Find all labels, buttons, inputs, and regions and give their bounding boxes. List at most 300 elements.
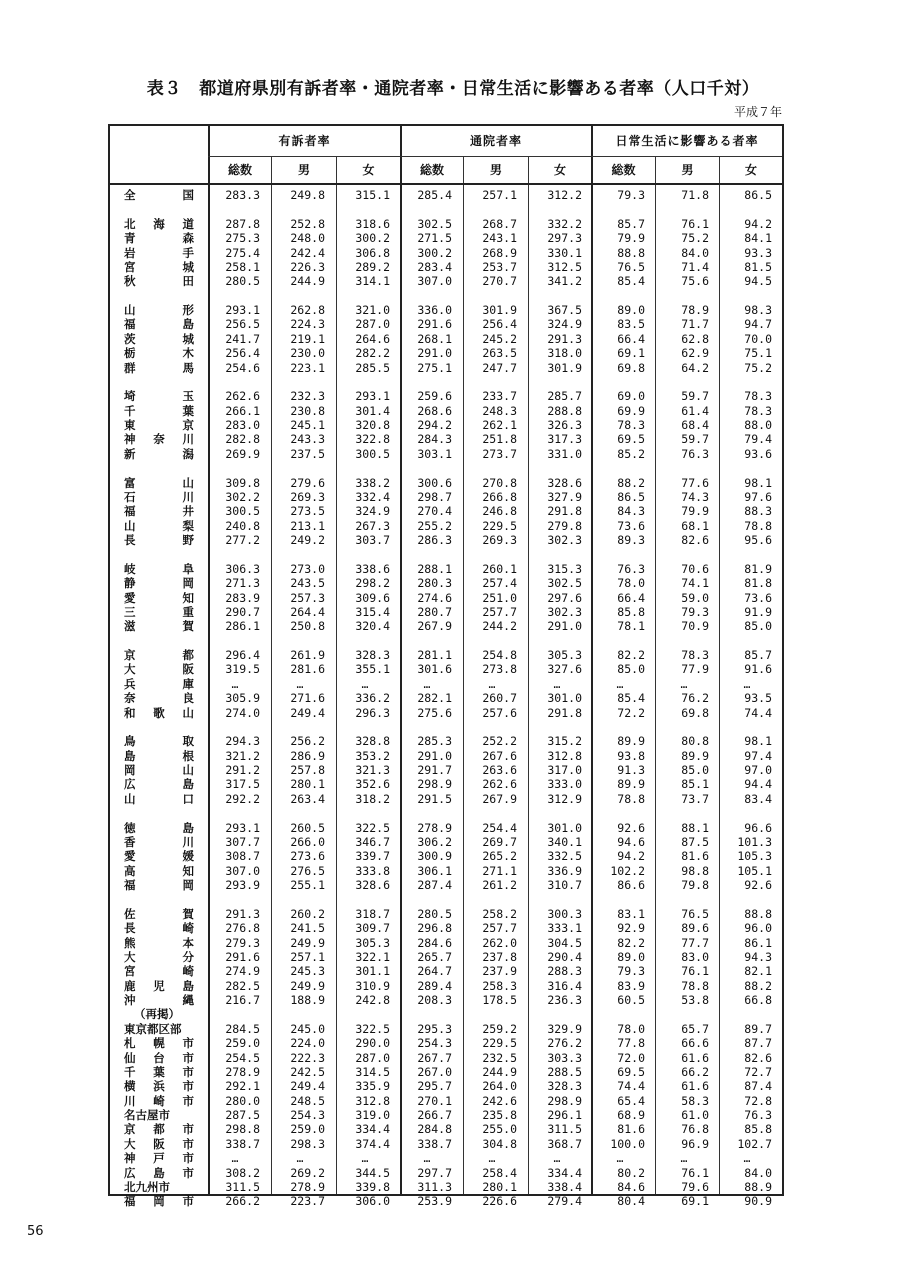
table-row: [110, 691, 782, 705]
table-cell: 287.0: [355, 1050, 390, 1065]
subheader-total: 総数: [227, 163, 252, 177]
table-cell: 257.6: [482, 705, 517, 720]
table-row: [110, 389, 782, 403]
table-cell: 326.3: [547, 418, 582, 432]
table-cell: 298.9: [417, 777, 452, 792]
table-cell: 256.4: [482, 317, 517, 332]
table-cell: 318.0: [547, 346, 582, 361]
row-label: 滋賀: [124, 619, 194, 634]
table-cell: 334.4: [355, 1122, 390, 1137]
table-cell: 328.8: [355, 734, 390, 749]
table-cell: 288.5: [547, 1064, 582, 1079]
table-cell: 314.5: [355, 1064, 390, 1079]
table-cell: 85.7: [617, 216, 645, 231]
table-cell: 317.5: [225, 777, 260, 792]
table-cell: 81.9: [744, 561, 772, 576]
table-row: [110, 361, 782, 375]
table-cell: 330.1: [547, 245, 582, 260]
table-cell: 310.9: [355, 978, 390, 993]
row-spacer: [110, 634, 782, 648]
table-cell: 76.2: [681, 691, 709, 706]
table-cell: 336.9: [547, 863, 582, 878]
table-cell: 230.8: [290, 403, 325, 418]
row-spacer: [110, 547, 782, 561]
table-cell: 273.0: [290, 561, 325, 576]
table-cell: 79.3: [617, 964, 645, 979]
table-cell: 322.1: [355, 949, 390, 964]
row-label: 北海道: [124, 216, 194, 231]
table-row: [110, 979, 782, 993]
row-label: 北九州市: [124, 1179, 170, 1194]
table-cell: 254.5: [225, 1050, 260, 1065]
table-cell: 79.4: [744, 432, 772, 447]
table-cell: 89.0: [617, 949, 645, 964]
table-cell: 84.0: [744, 1165, 772, 1180]
table-cell: 70.6: [681, 561, 709, 576]
table-cell: 78.0: [617, 1021, 645, 1036]
table-cell: 298.8: [225, 1122, 260, 1137]
table-cell: 219.1: [290, 331, 325, 346]
table-cell: 249.9: [290, 935, 325, 950]
table-cell: 286.9: [290, 748, 325, 763]
row-label: 新潟: [124, 446, 194, 461]
table-cell: 69.1: [617, 346, 645, 361]
table-cell: 100.0: [610, 1136, 645, 1151]
table-cell: 300.9: [417, 849, 452, 864]
table-cell: 283.0: [225, 418, 260, 432]
table-row: [110, 1007, 782, 1021]
table-cell: 79.8: [681, 878, 709, 892]
row-label: 長崎: [124, 921, 194, 936]
table-cell: 255.2: [417, 518, 452, 533]
table-cell: 301.6: [417, 662, 452, 677]
table-cell: 277.2: [225, 533, 260, 547]
table-cell: 93.3: [744, 245, 772, 260]
table-row: [110, 317, 782, 331]
table-cell: 256.4: [225, 346, 260, 361]
table-cell: 78.3: [744, 403, 772, 418]
table-cell: 291.5: [417, 791, 452, 806]
table-cell: 300.5: [355, 446, 390, 461]
table-cell: 79.9: [681, 504, 709, 519]
row-label: 岩手: [124, 245, 194, 260]
table-cell: 89.0: [617, 303, 645, 317]
table-cell: 69.0: [617, 389, 645, 404]
table-cell: 74.4: [617, 1079, 645, 1094]
table-cell: 300.2: [355, 231, 390, 246]
row-spacer: [110, 461, 782, 475]
table-cell: 324.9: [355, 504, 390, 519]
table-cell: 85.1: [681, 777, 709, 792]
table-cell: 374.4: [355, 1136, 390, 1151]
table-cell: 334.4: [547, 1165, 582, 1180]
table-row: [110, 274, 782, 288]
table-cell: 82.1: [744, 964, 772, 979]
table-cell: 278.9: [290, 1179, 325, 1194]
table-cell: 230.0: [290, 346, 325, 361]
table-cell: 291.8: [547, 705, 582, 720]
table-cell: 87.7: [744, 1036, 772, 1051]
table-cell: 88.9: [744, 1179, 772, 1194]
table-cell: 286.1: [225, 619, 260, 634]
table-cell: 283.4: [417, 259, 452, 274]
table-cell: 254.6: [225, 360, 260, 375]
table-row: [110, 662, 782, 676]
table-cell: 307.7: [225, 834, 260, 849]
row-label: 京都: [124, 648, 194, 662]
table-cell: 262.6: [482, 777, 517, 792]
row-label: 宮城: [124, 259, 194, 274]
table-cell: 85.7: [744, 648, 772, 662]
table-cell: 264.7: [417, 964, 452, 979]
table-cell: 311.5: [225, 1179, 260, 1194]
table-cell: 260.1: [482, 561, 517, 576]
table-cell: 298.2: [355, 576, 390, 591]
row-label: 栃木: [124, 346, 194, 361]
table-cell: 263.5: [482, 346, 517, 361]
table-cell: 283.3: [225, 188, 260, 202]
table-cell: 86.6: [617, 878, 645, 892]
table-cell: 65.7: [681, 1021, 709, 1036]
table-cell: 91.6: [744, 662, 772, 677]
row-label: 山口: [124, 791, 194, 806]
table-cell: 94.5: [744, 274, 772, 289]
table-cell: 320.4: [355, 619, 390, 634]
table-cell: 102.2: [610, 863, 645, 878]
table-row: [110, 1151, 782, 1165]
table-cell: 268.6: [417, 403, 452, 418]
table-cell: 85.4: [617, 274, 645, 289]
table-cell: 268.7: [482, 216, 517, 231]
table-cell: 287.5: [225, 1108, 260, 1122]
table-cell: 81.6: [617, 1122, 645, 1137]
table-cell: 300.3: [547, 906, 582, 921]
table-cell: 79.9: [617, 231, 645, 246]
table-cell: 98.3: [744, 303, 772, 317]
table-row: [110, 648, 782, 662]
row-label: 沖縄: [124, 993, 194, 1007]
table-cell: 294.2: [417, 418, 452, 432]
row-label: 鳥取: [124, 734, 194, 749]
table-cell: 275.6: [417, 705, 452, 720]
table-cell: 291.3: [225, 906, 260, 921]
table-cell: 293.1: [225, 820, 260, 835]
table-cell: 75.6: [681, 274, 709, 289]
table-cell: 249.4: [290, 705, 325, 720]
table-cell: 338.2: [355, 475, 390, 490]
table-cell: 79.3: [681, 604, 709, 619]
table-cell: 75.1: [744, 346, 772, 361]
table-cell: 243.3: [290, 432, 325, 447]
table-cell: 249.8: [290, 188, 325, 202]
table-cell: 303.1: [417, 446, 452, 461]
table-cell: …: [553, 1151, 561, 1166]
table-cell: 317.0: [547, 763, 582, 777]
table-cell: 302.5: [547, 576, 582, 591]
table-cell: 270.1: [417, 1093, 452, 1108]
table-cell: 290.0: [355, 1036, 390, 1051]
table-row: [110, 1051, 782, 1065]
row-label: 奈良: [124, 691, 194, 706]
table-cell: 314.1: [355, 274, 390, 289]
table-row: [110, 964, 782, 978]
table-cell: 75.2: [681, 231, 709, 246]
table-cell: 318.2: [355, 791, 390, 806]
table-cell: 79.6: [681, 1179, 709, 1194]
table-cell: 83.5: [617, 317, 645, 332]
table-cell: 271.1: [482, 863, 517, 878]
table-cell: 302.2: [225, 489, 260, 504]
table-cell: 89.3: [617, 533, 645, 547]
table-cell: 335.9: [355, 1079, 390, 1094]
table-cell: 259.0: [290, 1122, 325, 1137]
row-label: 愛知: [124, 590, 194, 605]
table-cell: 273.5: [290, 504, 325, 519]
table-cell: 97.6: [744, 489, 772, 504]
table-cell: 267.3: [355, 518, 390, 533]
table-cell: …: [743, 1151, 751, 1166]
table-cell: 85.8: [617, 604, 645, 619]
table-row: [110, 404, 782, 418]
table-cell: 252.8: [290, 216, 325, 231]
table-cell: 92.6: [744, 878, 772, 892]
table-cell: 318.6: [355, 216, 390, 231]
table-cell: 71.8: [681, 188, 709, 202]
table-cell: 270.7: [482, 274, 517, 289]
table-cell: 89.6: [681, 921, 709, 936]
table-cell: 245.3: [290, 964, 325, 979]
table-cell: 97.4: [744, 748, 772, 763]
table-cell: 290.4: [547, 949, 582, 964]
table-cell: 296.4: [225, 648, 260, 662]
table-cell: 312.8: [355, 1093, 390, 1108]
table-cell: 83.9: [617, 978, 645, 993]
table-cell: 248.5: [290, 1093, 325, 1108]
table-cell: 244.2: [482, 619, 517, 634]
subheader-female: 女: [362, 163, 375, 177]
table-row: [110, 706, 782, 720]
table-cell: 304.5: [547, 935, 582, 950]
table-cell: 88.8: [617, 245, 645, 260]
table-cell: 76.1: [681, 964, 709, 979]
table-cell: 267.0: [417, 1064, 452, 1079]
table-cell: 78.0: [617, 576, 645, 591]
table-cell: 94.2: [744, 216, 772, 231]
table-cell: 254.8: [482, 648, 517, 662]
row-label: 青森: [124, 231, 194, 246]
table-cell: 282.1: [417, 691, 452, 706]
table-cell: 178.5: [482, 993, 517, 1007]
row-label: 鹿児島: [124, 978, 194, 993]
table-cell: 70.0: [744, 331, 772, 346]
table-cell: 256.5: [225, 317, 260, 332]
row-spacer: [110, 289, 782, 303]
table-cell: 78.3: [617, 418, 645, 432]
table-cell: 257.7: [482, 604, 517, 619]
row-label: 名古屋市: [124, 1108, 170, 1122]
table-cell: 98.8: [681, 863, 709, 878]
table-cell: 71.7: [681, 317, 709, 332]
table-cell: …: [743, 676, 751, 691]
table-cell: 244.9: [290, 274, 325, 289]
table-cell: …: [361, 676, 369, 691]
table-cell: 291.2: [225, 763, 260, 777]
table-row: [110, 749, 782, 763]
table-cell: 61.6: [681, 1050, 709, 1065]
table-cell: 265.7: [417, 949, 452, 964]
table-cell: 96.6: [744, 820, 772, 835]
table-cell: 84.3: [617, 504, 645, 519]
table-cell: 87.4: [744, 1079, 772, 1094]
row-label: 川崎市: [124, 1093, 194, 1108]
table-cell: 310.7: [547, 878, 582, 892]
table-cell: 287.0: [355, 317, 390, 332]
table-row: [110, 1065, 782, 1079]
page-number: 56: [27, 1224, 44, 1239]
table-cell: 68.1: [681, 518, 709, 533]
table-cell: 266.0: [290, 834, 325, 849]
table-cell: 279.3: [225, 935, 260, 950]
table-cell: 332.2: [547, 216, 582, 231]
table-cell: 301.1: [355, 964, 390, 979]
table-cell: 89.9: [617, 777, 645, 792]
table-cell: 287.4: [417, 878, 452, 892]
table-cell: 85.0: [744, 619, 772, 634]
table-cell: 96.9: [681, 1136, 709, 1151]
table-row: [110, 950, 782, 964]
table-cell: 89.9: [681, 748, 709, 763]
table-cell: 327.9: [547, 489, 582, 504]
statistics-table: [108, 124, 784, 1209]
table-cell: 86.5: [617, 489, 645, 504]
table-cell: 352.6: [355, 777, 390, 792]
table-cell: 256.2: [290, 734, 325, 749]
table-cell: 266.7: [417, 1108, 452, 1122]
table-row: [110, 921, 782, 935]
table-cell: 271.5: [417, 231, 452, 246]
table-cell: 80.8: [681, 734, 709, 749]
table-cell: 275.1: [417, 360, 452, 375]
table-cell: 280.5: [417, 906, 452, 921]
table-cell: 288.8: [547, 403, 582, 418]
table-cell: 88.0: [744, 418, 772, 432]
table-cell: 226.3: [290, 259, 325, 274]
table-row: [110, 864, 782, 878]
table-cell: 264.0: [482, 1079, 517, 1094]
table-cell: 83.1: [617, 906, 645, 921]
table-row: [110, 1079, 782, 1093]
table-cell: 318.7: [355, 906, 390, 921]
table-cell: 293.9: [225, 878, 260, 892]
table-cell: 253.9: [417, 1194, 452, 1209]
table-cell: 105.3: [737, 849, 772, 864]
table-cell: 66.8: [744, 993, 772, 1007]
table-cell: 262.6: [225, 389, 260, 404]
table-cell: 59.7: [681, 389, 709, 404]
table-cell: 64.2: [681, 360, 709, 375]
table-cell: …: [680, 1151, 688, 1166]
row-label: 東京: [124, 418, 194, 432]
row-label: （再掲）: [134, 1007, 180, 1022]
table-cell: 73.7: [681, 791, 709, 806]
table-cell: 312.2: [547, 188, 582, 202]
table-cell: …: [296, 676, 304, 691]
table-cell: 94.3: [744, 949, 772, 964]
row-label: 佐賀: [124, 906, 194, 921]
table-cell: …: [361, 1151, 369, 1166]
table-cell: 262.0: [482, 935, 517, 950]
table-cell: 291.0: [547, 619, 582, 634]
table-cell: 82.2: [617, 935, 645, 950]
table-cell: 98.1: [744, 734, 772, 749]
table-cell: 258.3: [482, 978, 517, 993]
table-cell: …: [680, 676, 688, 691]
table-cell: …: [296, 1151, 304, 1166]
table-cell: 332.5: [547, 849, 582, 864]
table-cell: 72.0: [617, 1050, 645, 1065]
table-cell: 92.9: [617, 921, 645, 936]
table-cell: 76.3: [744, 1108, 772, 1122]
table-cell: 76.3: [617, 561, 645, 576]
table-cell: 261.2: [482, 878, 517, 892]
table-cell: 268.1: [417, 331, 452, 346]
table-cell: 266.1: [225, 403, 260, 418]
table-cell: 257.4: [482, 576, 517, 591]
row-label: 札幌市: [124, 1036, 194, 1051]
table-cell: 248.0: [290, 231, 325, 246]
table-cell: 368.7: [547, 1136, 582, 1151]
table-cell: 280.3: [417, 576, 452, 591]
subheader-female: 女: [744, 163, 757, 177]
table-cell: 281.6: [290, 662, 325, 677]
table-cell: 101.3: [737, 834, 772, 849]
table-cell: 242.4: [290, 245, 325, 260]
table-cell: 339.7: [355, 849, 390, 864]
row-label: 仙台市: [124, 1050, 194, 1065]
table-cell: 77.9: [681, 662, 709, 677]
table-cell: 61.6: [681, 1079, 709, 1094]
table-cell: 301.9: [482, 303, 517, 317]
table-row: [110, 821, 782, 835]
table-row: [110, 562, 782, 576]
row-spacer: [110, 892, 782, 906]
table-row: [110, 792, 782, 806]
table-cell: 257.1: [290, 949, 325, 964]
table-cell: 83.4: [744, 791, 772, 806]
table-cell: 279.6: [290, 475, 325, 490]
table-cell: 287.8: [225, 216, 260, 231]
table-cell: 96.0: [744, 921, 772, 936]
table-cell: 93.5: [744, 691, 772, 706]
table-cell: 288.1: [417, 561, 452, 576]
table-cell: 289.2: [355, 259, 390, 274]
table-year: 平成７年: [733, 105, 782, 119]
table-cell: 76.1: [681, 1165, 709, 1180]
table-cell: 269.9: [225, 446, 260, 461]
table-cell: 303.7: [355, 533, 390, 547]
table-cell: 295.7: [417, 1079, 452, 1094]
row-label: 大分: [124, 949, 194, 964]
table-cell: 74.3: [681, 489, 709, 504]
table-cell: 273.8: [482, 662, 517, 677]
table-cell: 319.5: [225, 662, 260, 677]
table-cell: 309.8: [225, 475, 260, 490]
table-row: [110, 476, 782, 490]
table-cell: 258.1: [225, 259, 260, 274]
table-cell: 328.3: [547, 1079, 582, 1094]
table-cell: 66.4: [617, 331, 645, 346]
table-cell: 73.6: [617, 518, 645, 533]
